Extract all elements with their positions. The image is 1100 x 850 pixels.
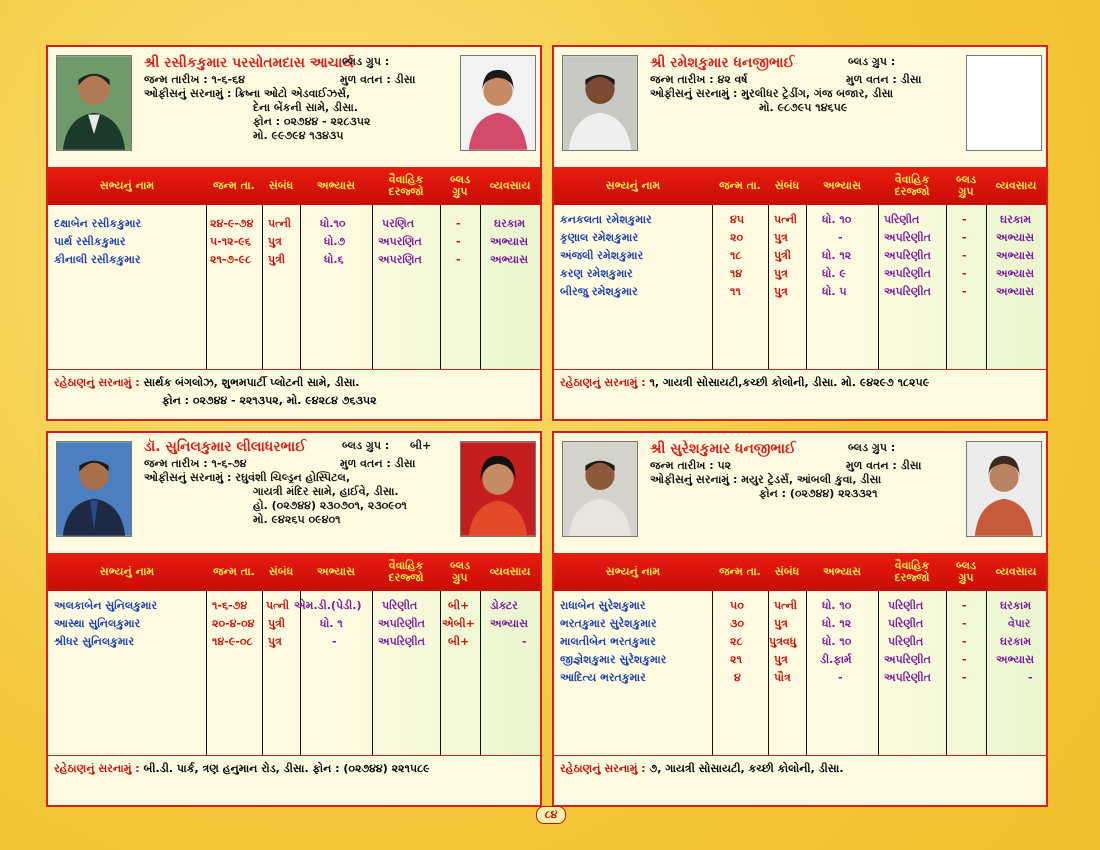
member-education: ધો.૬ [324, 253, 344, 266]
member-blood: - [962, 653, 967, 666]
residence-line: સાર્થક બંગલોઝ, શુભમપાર્ટી પ્લોટની સામે, ડીસા. [143, 376, 360, 389]
member-relation: પત્ની [774, 213, 798, 226]
table-row [48, 251, 540, 269]
member-occupation: ડોક્ટર [490, 599, 518, 612]
office-line: ફોન : ૦૨૭૪૪ - ૨૨૮૩૫૨ [253, 115, 371, 128]
spouse-photo [460, 55, 536, 151]
spouse-photo [966, 441, 1042, 537]
member-relation: પુત્ર [774, 653, 788, 666]
member-blood: - [962, 285, 967, 298]
office-line: મો. ૯૮૭૯૫ ૧૪૬૫૯ [759, 101, 848, 114]
member-dob: ૩૦ [730, 617, 744, 630]
col-header-occupation: વ્યવસાય [489, 565, 531, 578]
member-name: આસ્થા સુનિલકુમાર [54, 617, 141, 630]
members-table [48, 167, 540, 369]
member-education: ધો. ૧૨ [822, 249, 852, 262]
native-value: ડીસા [394, 457, 416, 470]
member-dob: ૨૦-૪-૦૪ [212, 617, 255, 630]
head-info [144, 55, 456, 143]
col-header-name: સભ્યનું નામ [99, 179, 155, 192]
col-header-marital: વૈવાહિક દરજ્જો [894, 559, 930, 584]
native-label: મુળ વતન : [846, 73, 897, 86]
member-blood: એબી+ [442, 617, 475, 630]
member-name: કરણ રમેશકુમાર [560, 267, 633, 280]
member-education: - [838, 671, 843, 684]
member-education: ધો. ૧૦ [822, 599, 852, 612]
office-line: ક્રિષ્ના ઓટો એડવાઈઝર્સ, [235, 87, 351, 100]
card-header [48, 433, 540, 553]
member-blood: - [962, 213, 967, 226]
birth-date-value: ૪૨ વર્ષ [717, 73, 748, 86]
residence-address [554, 369, 1046, 419]
table-row [554, 669, 1046, 687]
head-photo [562, 55, 638, 151]
member-occupation: અભ્યાસ [996, 267, 1035, 280]
native-label: મુળ વતન : [340, 457, 391, 470]
member-relation: પુત્ર [774, 231, 788, 244]
col-header-occupation: વ્યવસાય [995, 179, 1037, 192]
birth-date-label: જન્મ તારીખ : [650, 459, 714, 472]
member-relation: પુત્રી [774, 249, 792, 262]
birth-date-value: ૧-૬-૭૪ [211, 457, 247, 470]
office-line: ગાયત્રી મંદિર સામે, હાઈવે, ડીસા. [253, 485, 399, 498]
member-relation: પુત્રી [268, 253, 286, 266]
member-education: ધો. ૯ [822, 267, 846, 280]
member-name: કૃણાલ રમેશકુમાર [560, 231, 639, 244]
table-row [48, 233, 540, 251]
birth-date-value: ૫૨ [717, 459, 732, 472]
member-education: ધો. ૧૨ [822, 617, 852, 630]
table-header [554, 167, 1046, 205]
member-blood: - [962, 671, 967, 684]
office-address-label: ઓફીસનું સરનામું : [650, 87, 738, 100]
member-blood: - [962, 617, 967, 630]
col-header-blood: બ્લડ ગ્રુપ [449, 173, 471, 198]
col-header-dob: જન્મ તા. [719, 179, 761, 192]
family-card-2 [552, 45, 1048, 421]
member-marital: પરિણીત [888, 617, 924, 630]
table-row [554, 265, 1046, 283]
member-marital: પરિણીત [382, 599, 418, 612]
member-occupation: વેપાર [1008, 617, 1031, 630]
member-dob: ૪૫ [730, 213, 745, 226]
member-marital: અપરિણીત [378, 617, 425, 630]
member-education: ધો. ૧૦ [822, 635, 852, 648]
family-card-3 [46, 431, 542, 807]
office-line: મુરલીધર ટ્રેડીંગ, ગંજ બજાર, ડીસા [741, 87, 894, 100]
table-row [554, 615, 1046, 633]
native-label: મુળ વતન : [846, 459, 897, 472]
native-value: ડીસા [394, 73, 416, 86]
table-header [554, 553, 1046, 591]
member-name: અંજલી રમેશકુમાર [560, 249, 644, 262]
family-card-4 [552, 431, 1048, 807]
col-header-occupation: વ્યવસાય [489, 179, 531, 192]
table-header [48, 167, 540, 205]
head-info [650, 55, 962, 115]
member-relation: પુત્ર [774, 267, 788, 280]
table-header [48, 553, 540, 591]
member-relation: પુત્રવધુ [769, 635, 797, 648]
blood-group-label: બ્લડ ગ્રુપ : [342, 439, 390, 452]
head-name: શ્રી સુરેશકુમાર ધનજીભાઈ [650, 441, 796, 457]
member-marital: અપરિણીત [884, 231, 931, 244]
member-education: - [332, 635, 337, 648]
member-blood: બી+ [448, 635, 470, 648]
birth-date-label: જન્મ તારીખ : [144, 457, 208, 470]
member-name: અલકાબેન સુનિલકુમાર [54, 599, 158, 612]
member-name: ભરતકુમાર સુરેશકુમાર [560, 617, 657, 630]
member-occupation: ઘરકામ [1000, 213, 1032, 226]
head-name: ડૉ. સુનિલકુમાર લીલાધરભાઈ [144, 439, 306, 455]
member-name: બીરજુ રમેશકુમાર [560, 285, 638, 298]
table-row [554, 211, 1046, 229]
member-name: કીનાલી રસીકકુમાર [54, 253, 141, 266]
member-occupation: અભ્યાસ [996, 653, 1035, 666]
residence-line: ૭, ગાયત્રી સોસાયટી, કચ્છી કોલોની, ડીસા. [649, 762, 844, 775]
native-value: ડીસા [900, 459, 922, 472]
members-table [554, 167, 1046, 369]
member-dob: ૨૦ [730, 231, 744, 244]
card-header [554, 433, 1046, 553]
member-dob: ૨૧ [730, 653, 742, 666]
head-photo [56, 55, 132, 151]
table-row [554, 651, 1046, 669]
page-number: ૮૪ [536, 806, 566, 824]
member-relation: પૌત્ર [774, 671, 791, 684]
head-info [650, 441, 962, 501]
col-header-education: અભ્યાસ [316, 565, 356, 578]
table-body [48, 591, 540, 755]
member-education: ધો. ૧ [320, 617, 343, 630]
member-occupation: ઘરકામ [1000, 635, 1032, 648]
residence-address [554, 755, 1046, 805]
table-row [48, 215, 540, 233]
table-row [48, 597, 540, 615]
residence-address [48, 369, 540, 419]
col-header-relation: સંબંધ [774, 565, 800, 578]
residence-label: રહેઠાણનું સરનામું : [54, 376, 140, 389]
member-marital: પરિણીત [888, 599, 924, 612]
member-blood: - [962, 599, 967, 612]
member-blood: - [962, 249, 967, 262]
member-blood: - [456, 235, 461, 248]
head-name: શ્રી રમેશકુમાર ધનજીભાઈ [650, 55, 795, 71]
member-dob: ૫-૧૨-૯૬ [210, 235, 251, 248]
member-dob: ૨૪-૯-૭૪ [210, 217, 254, 230]
col-header-education: અભ્યાસ [822, 179, 862, 192]
table-row [554, 247, 1046, 265]
col-header-relation: સંબંધ [774, 179, 800, 192]
member-dob: ૫૦ [730, 599, 744, 612]
native-label: મુળ વતન : [340, 73, 391, 86]
member-education: એમ.ડી.(પેડી.) [294, 599, 362, 612]
table-body [48, 205, 540, 369]
office-address-label: ઓફીસનું સરનામું : [144, 87, 232, 100]
office-line: દેના બેંકની સામે, ડીસા. [253, 101, 358, 114]
col-header-occupation: વ્યવસાય [995, 565, 1037, 578]
residence-line: ફોન : ૦૨૭૪૪ - ૨૨૧૩૫૨, મો. ૯૪૨૮૪ ૭૬૩૫૨ [162, 394, 377, 407]
member-relation: પત્ની [774, 599, 798, 612]
head-photo [562, 441, 638, 537]
member-marital: અપરણિત [378, 235, 422, 248]
birth-date-label: જન્મ તારીખ : [144, 73, 208, 86]
col-header-dob: જન્મ તા. [719, 565, 761, 578]
member-name: જીજ્ઞેશકુમાર સુરેશકુમાર [560, 653, 667, 666]
office-line: ફોન : (૦૨૭૪૪) ૨૨૩૩૨૧ [759, 487, 878, 500]
member-education: ધો.૭ [324, 235, 346, 248]
office-line: રઘુવંશી ચિલ્ડ્રન હોસ્પિટલ, [235, 471, 351, 484]
member-dob: ૧૧ [730, 285, 741, 298]
member-relation: પુત્રી [268, 617, 286, 630]
table-body [554, 591, 1046, 755]
col-header-dob: જન્મ તા. [213, 179, 255, 192]
head-name: શ્રી રસીકકુમાર પરસોતમદાસ આચાર્ય [144, 55, 354, 71]
member-name: પાર્થ રસીકકુમાર [54, 235, 126, 248]
blood-group-value: બી+ [410, 439, 432, 452]
member-relation: પત્ની [266, 599, 290, 612]
residence-label: રહેઠાણનું સરનામું : [54, 762, 140, 775]
card-header [48, 47, 540, 167]
members-table [48, 553, 540, 755]
blood-group-label: બ્લડ ગ્રુપ : [848, 55, 896, 68]
member-dob: ૧-૬-૭૪ [212, 599, 248, 612]
residence-address [48, 755, 540, 805]
member-occupation: અભ્યાસ [996, 249, 1035, 262]
table-body [554, 205, 1046, 369]
member-occupation: અભ્યાસ [996, 231, 1035, 244]
residence-label: રહેઠાણનું સરનામું : [560, 376, 646, 389]
member-relation: પુત્ર [774, 285, 788, 298]
blood-group-label: બ્લડ ગ્રુપ : [848, 441, 896, 454]
member-relation: પુત્ર [774, 617, 788, 630]
col-header-blood: બ્લડ ગ્રુપ [955, 173, 977, 198]
member-dob: ૨૧-૭-૯૮ [210, 253, 252, 266]
member-blood: - [456, 217, 461, 230]
table-row [554, 597, 1046, 615]
head-photo [56, 441, 132, 537]
member-marital: પરિણીત [884, 213, 920, 226]
blood-group-label: બ્લડ ગ્રુપ : [342, 55, 390, 68]
table-row [48, 633, 540, 651]
col-header-blood: બ્લડ ગ્રુપ [449, 559, 471, 584]
office-address-label: ઓફીસનું સરનામું : [650, 473, 738, 486]
member-education: ડી.ફાર્મ [820, 653, 852, 666]
member-blood: - [456, 253, 461, 266]
member-marital: પરિણીત [888, 635, 924, 648]
table-row [554, 283, 1046, 301]
member-name: માલતીબેન ભરતકુમાર [560, 635, 656, 648]
member-dob: ૧૪-૯-૦૮ [212, 635, 253, 648]
family-card-1 [46, 45, 542, 421]
residence-label: રહેઠાણનું સરનામું : [560, 762, 646, 775]
member-education: ધો. ૧૦ [822, 213, 852, 226]
member-marital: પરણિત [382, 217, 415, 230]
member-name: આદિત્ય ભરતકુમાર [560, 671, 646, 684]
member-marital: અપરણિત [378, 253, 422, 266]
member-dob: ૪ [734, 671, 741, 684]
member-marital: અપરિણીત [884, 671, 931, 684]
office-line: હો. (૦૨૭૪૪) ૨૩૦૭૦૧, ૨૩૦૯૦૧ [253, 499, 407, 512]
member-occupation: ઘરકામ [1000, 599, 1032, 612]
office-line: મો. ૯૯૭૯૪ ૧૩૪૩૫ [253, 129, 344, 142]
col-header-education: અભ્યાસ [316, 179, 356, 192]
member-blood: બી+ [448, 599, 470, 612]
member-dob: ૧૮ [730, 249, 742, 262]
member-relation: પુત્ર [268, 635, 282, 648]
col-header-marital: વૈવાહિક દરજ્જો [388, 173, 424, 198]
member-education: - [838, 231, 843, 244]
table-row [554, 633, 1046, 651]
member-blood: - [962, 231, 967, 244]
member-occupation: - [1028, 671, 1033, 684]
member-occupation: અભ્યાસ [490, 235, 529, 248]
col-header-name: સભ્યનું નામ [605, 179, 661, 192]
col-header-dob: જન્મ તા. [213, 565, 255, 578]
member-dob: ૨૮ [730, 635, 743, 648]
member-name: શ્રીધર સુનિલકુમાર [54, 635, 135, 648]
col-header-marital: વૈવાહિક દરજ્જો [388, 559, 424, 584]
col-header-name: સભ્યનું નામ [99, 565, 155, 578]
col-header-marital: વૈવાહિક દરજ્જો [894, 173, 930, 198]
spouse-photo [460, 441, 536, 537]
member-occupation: અભ્યાસ [490, 617, 529, 630]
residence-line: બી.ડી. પાર્ક, ત્રણ હનુમાન રોડ, ડીસા. ફોન : (૦૨૭૪૪) ૨૨૧૫૮૯ [143, 762, 430, 775]
member-occupation: અભ્યાસ [996, 285, 1035, 298]
native-value: ડીસા [900, 73, 922, 86]
member-education: ધો.૧૦ [320, 217, 346, 230]
office-line: મો. ૯૪૨૬૫ ૦૯૪૦૧ [253, 513, 341, 526]
table-row [48, 615, 540, 633]
member-name: કનકલતા રમેશકુમાર [560, 213, 652, 226]
spouse-photo-placeholder [966, 55, 1042, 151]
member-marital: અપરિણીત [884, 267, 931, 280]
member-dob: ૧૪ [730, 267, 743, 280]
col-header-education: અભ્યાસ [822, 565, 862, 578]
member-relation: પુત્ર [268, 235, 282, 248]
member-marital: અપરિણીત [884, 653, 931, 666]
col-header-relation: સંબંધ [268, 179, 294, 192]
member-relation: પત્ની [268, 217, 292, 230]
office-line: મયુર ટ્રેડર્સ, આંબલી કુવા, ડીસા [741, 473, 882, 486]
residence-line: ૧, ગાયત્રી સોસાયટી,કચ્છી કોલોની, ડીસા. મો. ૯૪૨૯૭ ૧૮૨૫૯ [649, 376, 930, 389]
table-row [554, 229, 1046, 247]
member-occupation: ઘરકામ [494, 217, 526, 230]
member-marital: અપરિણીત [378, 635, 425, 648]
member-name: રાધાબેન સુરેશકુમાર [560, 599, 646, 612]
member-blood: - [962, 267, 967, 280]
member-blood: - [962, 635, 967, 648]
member-education: ધો. ૫ [822, 285, 847, 298]
col-header-name: સભ્યનું નામ [605, 565, 661, 578]
office-address-label: ઓફીસનું સરનામું : [144, 471, 232, 484]
member-occupation: અભ્યાસ [490, 253, 529, 266]
card-header [554, 47, 1046, 167]
birth-date-label: જન્મ તારીખ : [650, 73, 714, 86]
col-header-blood: બ્લડ ગ્રુપ [955, 559, 977, 584]
members-table [554, 553, 1046, 755]
col-header-relation: સંબંધ [268, 565, 294, 578]
birth-date-value: ૧-૬-૬૪ [211, 73, 246, 86]
member-marital: અપરિણીત [884, 285, 931, 298]
member-name: દક્ષાબેન રસીકકુમાર [54, 217, 142, 230]
member-occupation: - [522, 635, 527, 648]
member-marital: અપરિણીત [884, 249, 931, 262]
head-info [144, 439, 456, 527]
